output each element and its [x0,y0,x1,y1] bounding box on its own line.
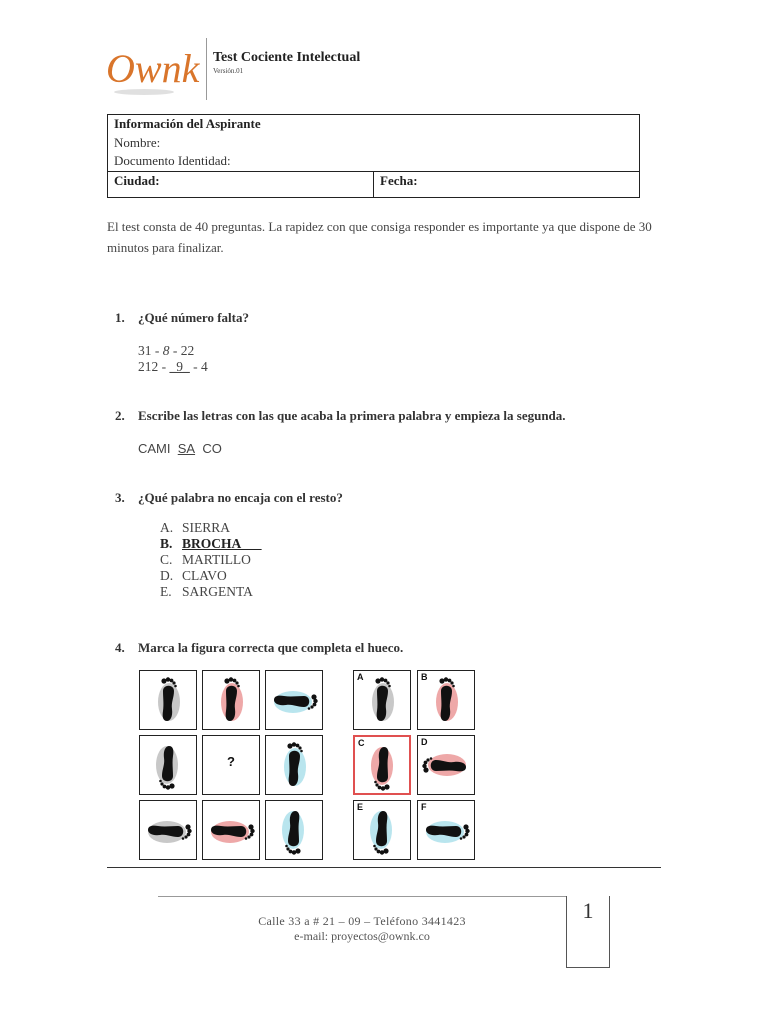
puzzle-cell-6 [265,735,323,795]
puzzle-cell-3 [265,670,323,730]
puzzle-cell-2 [202,670,260,730]
answer-choice-e[interactable] [353,800,411,860]
footer-divider [107,867,661,868]
intro-paragraph: El test consta de 40 preguntas. La rapidez con que consiga responder es importante ya que dispone de 30 minutos para finalizar. [107,219,652,255]
date-field[interactable]: Fecha: [380,173,418,188]
choice-label: D [421,737,428,747]
option-d[interactable] [160,568,227,584]
question-number: 2. [115,408,125,423]
answer-value[interactable]: _9_ [169,359,190,374]
answer-choice-c-selected[interactable] [353,735,411,795]
option-text: CLAVO [182,568,227,583]
sequence-text: - 4 [189,359,208,374]
choice-label: A [357,672,364,682]
page-number: 1 [582,898,594,923]
question-text: ¿Qué número falta? [138,310,249,325]
document-title: Test Cociente Intelectual [213,50,361,65]
option-letter: E. [160,584,172,599]
option-letter: B. [160,536,173,551]
option-letter: A. [160,520,174,535]
question-2-title [115,408,566,424]
puzzle-cell-9 [265,800,323,860]
puzzle-cell-7 [139,800,197,860]
question-number: 3. [115,490,125,505]
answer-choice-d[interactable] [417,735,475,795]
svg-text:Ownk: Ownk [106,46,200,91]
footprint-icon [140,736,196,794]
question-1-line-1 [138,343,194,359]
option-b-selected[interactable] [160,536,262,552]
name-field[interactable]: Nombre: [114,135,161,150]
sequence-text: 31 - [138,343,163,358]
option-e[interactable] [160,584,253,600]
ownk-logo-icon [104,38,200,98]
footprint-icon [203,801,259,859]
id-document-field[interactable]: Documento Identidad: [114,153,231,168]
choice-label: C [358,738,365,748]
sequence-text: 212 - [138,359,170,374]
footprint-icon [140,671,196,729]
option-text: SARGENTA [182,584,253,599]
header-divider [206,38,207,100]
info-heading: Información del Aspirante [114,116,261,131]
missing-mark: ? [227,754,235,769]
footprint-icon [140,801,196,859]
option-text: BROCHA___ [182,536,262,551]
document-version: Versión.01 [213,67,244,75]
footer-rule [158,896,566,897]
option-c[interactable] [160,552,251,568]
footprint-icon [266,801,322,859]
answer-choice-f[interactable] [417,800,475,860]
word-start: CAMI [138,441,171,456]
footer-email[interactable]: e-mail: proyectos@ownk.co [294,929,430,943]
puzzle-cell-8 [202,800,260,860]
option-a[interactable] [160,520,230,536]
option-letter: D. [160,568,174,583]
footprint-icon [203,671,259,729]
puzzle-cell-4 [139,735,197,795]
question-2-words [138,441,222,456]
choice-label: F [421,802,427,812]
question-text: ¿Qué palabra no encaja con el resto? [138,490,343,505]
question-3-title [115,490,343,506]
answer-choice-a[interactable] [353,670,411,730]
puzzle-cell-1 [139,670,197,730]
question-4-title [115,640,403,656]
applicant-info-table [107,114,640,198]
question-1-line-2 [138,359,208,375]
question-text: Marca la figura correcta que completa el hueco. [138,640,404,655]
question-number: 4. [115,640,125,655]
puzzle-cell-missing [202,735,260,795]
answer-choice-b[interactable] [417,670,475,730]
city-field[interactable]: Ciudad: [114,173,160,188]
footprint-icon [266,736,322,794]
footprint-icon [266,671,322,729]
choice-label: B [421,672,428,682]
company-logo [104,38,200,98]
option-text: SIERRA [182,520,231,535]
option-letter: C. [160,552,173,567]
table-column-divider [373,171,374,197]
question-text: Escribe las letras con las que acaba la primera palabra y empieza la segunda. [138,408,566,423]
word-end: CO [202,441,222,456]
footer-address: Calle 33 a # 21 – 09 – Teléfono 3441423 [258,914,466,928]
question-number: 1. [115,310,125,325]
question-1-title [115,310,249,326]
option-text: MARTILLO [182,552,251,567]
sequence-value: 8 [162,343,170,358]
choice-label: E [357,802,364,812]
sequence-text: - 22 [169,343,195,358]
answer-value[interactable]: SA [177,441,196,456]
